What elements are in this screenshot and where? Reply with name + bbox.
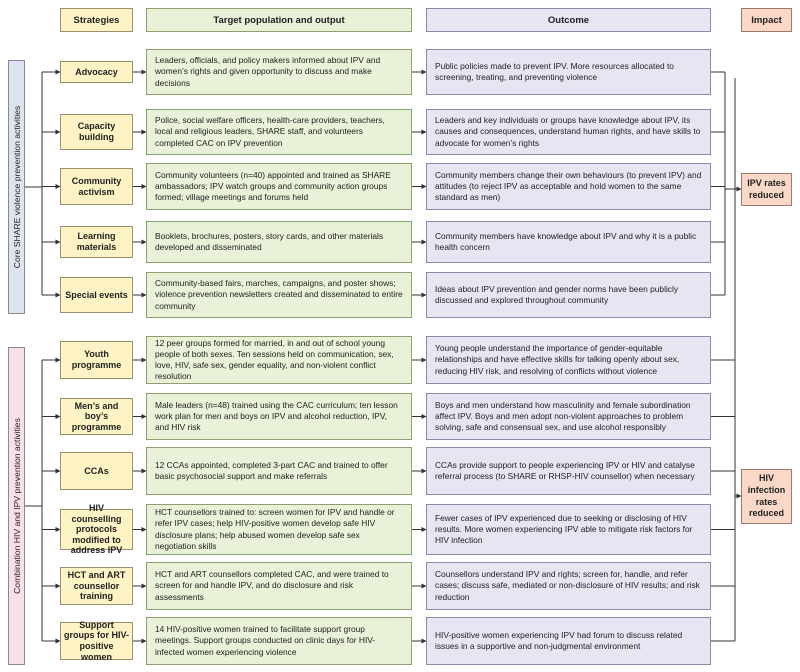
target-ccas: 12 CCAs appointed, completed 3-part CAC and trained to offer basic psychosocial support and make referrals [146, 447, 412, 495]
group-combination-label: Combination HIV and IPV prevention activities [11, 418, 22, 594]
target-community-activism: Community volunteers (n=40) appointed and trained as SHARE ambassadors; IPV watch groups and community action groups formed; village meetings and forums held [146, 163, 412, 210]
header-target: Target population and output [146, 8, 412, 32]
group-core-share-label: Core SHARE violence prevention activities [11, 105, 22, 269]
strategy-community-activism: Community activism [60, 168, 133, 205]
strategy-advocacy: Advocacy [60, 61, 133, 83]
outcome-hct-art-training: Counsellors understand IPV and rights; screen for, handle, and refer cases; discuss safe, mediated or non-disclosure of HIV results; and risk reduction [426, 562, 711, 610]
outcome-learning-materials: Community members have knowledge about IPV and why it is a public health concern [426, 221, 711, 263]
target-capacity-building: Police, social welfare officers, health-care providers, teachers, local and religious leaders, SHARE staff, and volunteers completed CAC on IPV prevention [146, 109, 412, 155]
outcome-support-groups: HIV-positive women experiencing IPV had forum to discuss related issues in a supportive and non-judgmental environment [426, 617, 711, 665]
strategy-hiv-counselling-protocols: HIV counselling protocols modified to address IPV [60, 509, 133, 550]
outcome-mens-boys-programme: Boys and men understand how masculinity and female subordination affect IPV. Boys and men adopt non-violent approaches to problem solving, safe and consensual sex, and use alcohol responsibly [426, 393, 711, 440]
outcome-hiv-counselling-protocols: Fewer cases of IPV experienced due to seeking or disclosing of HIV results. More women experiencing IPV able to mitigate risk factors for HIV infection [426, 504, 711, 555]
header-outcome: Outcome [426, 8, 711, 32]
strategy-learning-materials: Learning materials [60, 226, 133, 258]
target-learning-materials: Booklets, brochures, posters, story cards, and other materials developed and disseminated [146, 221, 412, 263]
strategy-ccas: CCAs [60, 452, 133, 490]
target-hiv-counselling-protocols: HCT counsellors trained to: screen women for IPV and handle or refer IPV cases; help HIV-positive women develop safe HIV disclosure plans; help abused women develop safe sex negotiation skills [146, 504, 412, 555]
target-support-groups: 14 HIV-positive women trained to facilitate support group meetings. Support groups conducted on clinic days for HIV-infected women experiencing violence [146, 617, 412, 665]
target-mens-boys-programme: Male leaders (n=48) trained using the CAC curriculum; ten lesson work plan for men and boys on IPV and alcohol reduction, IPV, and HIV risk [146, 393, 412, 440]
strategy-support-groups: Support groups for HIV-positive women [60, 622, 133, 660]
header-impact: Impact [741, 8, 792, 32]
outcome-capacity-building: Leaders and key individuals or groups have knowledge about IPV, its causes and consequences, understand human rights, and have skills to advocate for women’s rights [426, 109, 711, 155]
strategy-special-events: Special events [60, 277, 133, 313]
target-advocacy: Leaders, officials, and policy makers informed about IPV and women’s rights and given opportunity to discuss and make decisions [146, 49, 412, 95]
strategy-hct-art-training: HCT and ART counsellor training [60, 567, 133, 605]
outcome-youth-programme: Young people understand the importance of gender-equitable relationships and have effective skills for talking openly about sex, reducing HIV risk, and resolving of conflicts without violence [426, 336, 711, 384]
outcome-special-events: Ideas about IPV prevention and gender norms have been publicly discussed and explored throughout community [426, 272, 711, 318]
outcome-ccas: CCAs provide support to people experiencing IPV or HIV and catalyse referral process (to SHARE or RHSP-HIV counsellor) when necessary [426, 447, 711, 495]
outcome-advocacy: Public policies made to prevent IPV. More resources allocated to screening, treating, and preventing violence [426, 49, 711, 95]
outcome-community-activism: Community members change their own behaviours (to prevent IPV) and attitudes (to reject IPV as acceptable and hold women to the same standard as men) [426, 163, 711, 210]
strategy-youth-programme: Youth programme [60, 341, 133, 379]
header-strategies: Strategies [60, 8, 133, 32]
impact-ipv-rates-reduced: IPV rates reduced [741, 173, 792, 206]
impact-hiv-infection-rates-reduced: HIV infection rates reduced [741, 469, 792, 524]
strategy-mens-boys-programme: Men’s and boy’s programme [60, 398, 133, 435]
target-youth-programme: 12 peer groups formed for married, in and out of school young people of both sexes. Ten sessions held on communication, sex, love, HIV, safe sex, gender equality, and non-violent conflict resolution [146, 336, 412, 384]
target-hct-art-training: HCT and ART counsellors completed CAC, and were trained to screen for and handle IPV, and do disclosure and risk assessments [146, 562, 412, 610]
strategy-capacity-building: Capacity building [60, 114, 133, 150]
target-special-events: Community-based fairs, marches, campaigns, and poster shows; violence prevention newsletters created and disseminated to entire community [146, 272, 412, 318]
